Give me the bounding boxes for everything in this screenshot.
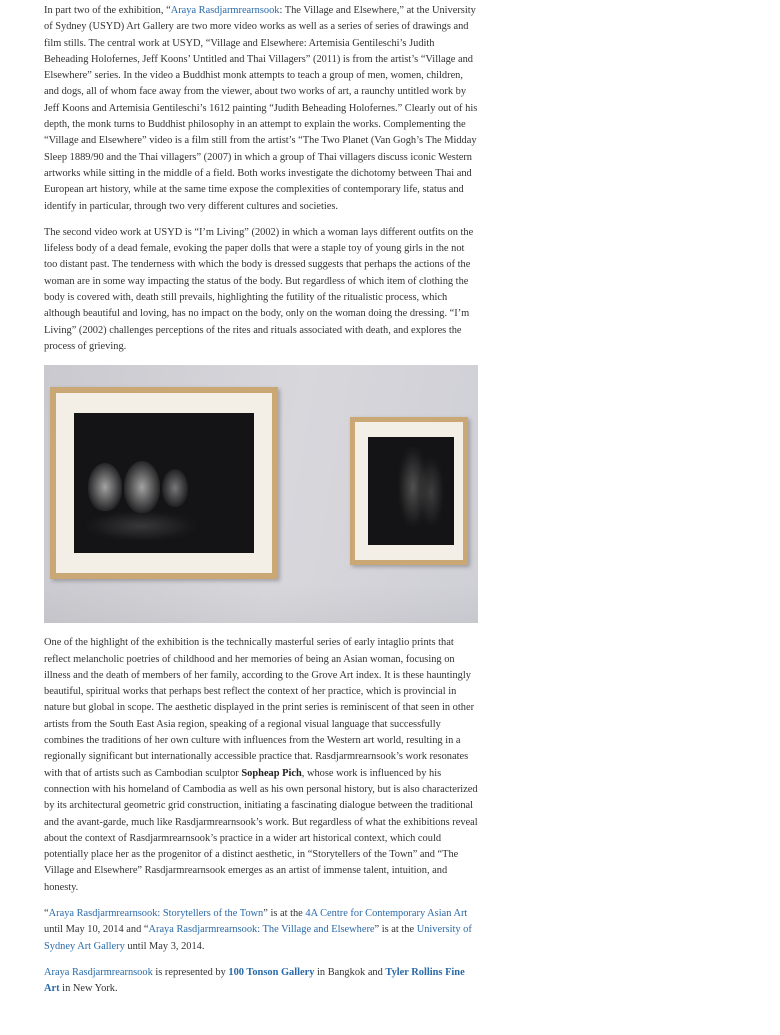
paragraph-im-living: The second video work at USYD is “I’m Living” (2002) in which a woman lays different outfits on the lifeless body of a dead female, evoking the paper dolls that were a staple toy of young girls in the not too distant past. The tenderness with which the body is dressed suggests that perhaps the actions of the woman are in some way impacting the status of the body. But regardless of which item of clothing the body is covered with, death still prevails, highlighting the futility of the ritualistic process, which although beautiful and loving, has no impact on the body, only on the woman doing the dressing. “I’m Living” (2002) challenges perceptions of the rites and rituals associated with death, and explores the process of grieving.	[44, 226, 474, 352]
usyd-gallery-link[interactable]: University of Sydney Art Gallery	[44, 924, 472, 952]
paragraph-text: is represented by	[152, 966, 229, 978]
paragraph-part-two	[44, 3, 480, 215]
paragraph-text: until May 3, 2014.	[124, 940, 205, 952]
tonson-gallery-label: 100 Tonson Gallery	[228, 966, 315, 978]
4a-centre-link[interactable]: 4A Centre for Contemporary Asian Art	[305, 907, 468, 919]
paragraph-text: In part two of the exhibition, “	[44, 5, 171, 16]
paragraph-intaglio	[44, 635, 480, 896]
left-frame	[50, 387, 278, 579]
ghost-figure	[124, 461, 160, 513]
paragraph-text: “	[44, 907, 49, 919]
paragraph-text: in Bangkok and	[314, 966, 386, 978]
artist-link[interactable]: Araya Rasdjarmrearnsook	[44, 966, 153, 978]
sopheap-pich-name: Sopheap Pich	[241, 767, 302, 779]
storytellers-link[interactable]: Araya Rasdjarmrearnsook: Storytellers of the Town	[48, 907, 264, 919]
photo-floor-shade	[44, 583, 478, 623]
artist-link[interactable]: Araya Rasdjarmrearnsook	[170, 5, 280, 16]
gallery-photo	[44, 365, 478, 623]
left-mat	[56, 393, 272, 573]
right-frame	[350, 417, 468, 565]
paragraph-representation	[44, 965, 480, 998]
right-mat	[355, 422, 463, 560]
ghost-figure	[162, 469, 188, 507]
tyler-rollins-label: Tyler Rollins Fine Art	[44, 966, 465, 995]
right-print	[368, 437, 454, 545]
paragraph-text: ” is at the	[263, 907, 306, 919]
shadow-figure	[418, 457, 444, 527]
paragraph-text: ” is at the	[374, 924, 417, 936]
paragraph-text: , whose work is influenced by his connection with his homeland of Cambodia as well as his own personal history, but is also characterized by its architectural geometric grid construction, initiating a fascinating dialogue between the traditional and the avant-garde, much like Rasdjarmrearnsook’s work. But regardless of what the exhibitions reveal about the context of Rasdjarmrearnsook’s practice in a wider art historical context, which could potentially place her as the progenitor of a distinct aesthetic, in “Storytellers of the Town” and “The Village and Elsewhere” Rasdjarmrearnsook emerges as an artist of immense talent, intuition, and honesty.	[44, 767, 478, 893]
paragraph-venues	[44, 906, 480, 955]
paragraph-text: : The Village and Elsewhere,” at the University of Sydney (USYD) Art Gallery are two more video works as well as a series of series of drawings and film stills. The central work at USYD, “Village and Elsewhere: Artemisia Gentileschi’s Judith Beheading Holofernes, Jeff Koons’ Untitled and Thai Villagers” (2011) is from the artist’s “Village and Elsewhere” series. In the video a Buddhist monk attempts to teach a group of men, women, children, and dogs, all of whom face away from the viewer, about two works of art, a raunchy untitled work by Jeff Koons and Artemisia Gentileschi’s 1612 painting “Judith Beheading Holofernes.” Clearly out of his depth, the monk turns to Buddhist philosophy in an attempt to explain the works. Complementing the “Village and Elsewhere” video is a film still from the artist’s “The Two Planet (Van Gogh’s The Midday Sleep 1889/90 and the Thai villagers” (2007) in which a group of Thai villagers discuss iconic Western artworks while sitting in the middle of a field. Both works investigate the dichotomy between Thai and European art history, while at the same time expose the complexities of contemporary life, status and identify in particular, through two very different cultures and societies.	[44, 5, 478, 212]
paragraph-text: in New York.	[59, 983, 118, 995]
left-print	[74, 413, 254, 553]
ghost-figure	[88, 463, 122, 511]
tonson-gallery-link[interactable]	[228, 967, 314, 978]
shadow-figure	[86, 511, 196, 541]
paragraph-text: until May 10, 2014 and “	[44, 924, 149, 936]
paragraph-text: One of the highlight of the exhibition is the technically masterful series of early intaglio prints that reflect melancholic poetries of childhood and her memories of being an Asian woman, focusing on illness and the death of members of her family, according to the Grove Art index. It is these hauntingly beautiful, spiritual works that perhaps best reflect the context of her practice, which is provincial in nature but global in scope. The aesthetic displayed in the print series is reminiscent of that seen in other artists from the South East Asia region, speaking of a regional visual language that successfully combines the traditions of her own culture with influences from the Western art world, resulting in a regionally significant but internationally accessible practice that. Rasdjarmrearnsook’s work resonates with that of artists such as Cambodian sculptor	[44, 637, 475, 779]
article-body	[44, 3, 480, 1007]
village-elsewhere-link[interactable]: Araya Rasdjarmrearnsook: The Village and Elsewhere	[148, 924, 375, 936]
